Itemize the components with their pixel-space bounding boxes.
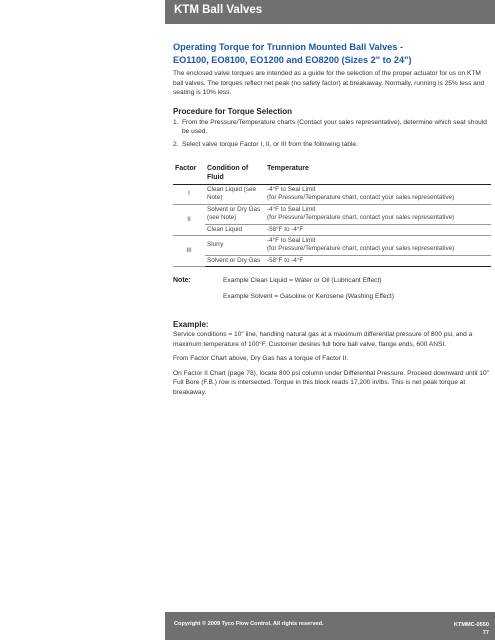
header-factor: Factor [173, 163, 205, 185]
factor-cell: II [173, 204, 205, 235]
temperature-range: -4°F to Seal Limit [267, 205, 316, 213]
temperature-cell: -58°F to -4°F [265, 224, 491, 235]
table-row [173, 236, 491, 256]
temperature-cell: -58°F to -4°F [265, 255, 491, 266]
condition-cell: Solvent or Dry Gas (see Note) [205, 204, 265, 224]
table-row [173, 204, 491, 224]
table-row [173, 224, 491, 235]
note-block [173, 276, 491, 308]
temperature-cell [265, 185, 491, 205]
header-title: KTM Ball Valves [174, 4, 263, 16]
table-header-row [173, 163, 491, 185]
main-content [173, 41, 491, 402]
condition-cell: Solvent or Dry Gas [205, 255, 265, 266]
factor-cell: III [173, 236, 205, 267]
page-header [165, 0, 495, 24]
procedure-step-text: Select valve torque Factor I, II, or III from the following table. [182, 140, 358, 148]
page-number: 77 [482, 630, 489, 636]
condition-cell: Slurry [205, 236, 265, 256]
procedure-step-text: From the Pressure/Temperature charts (Contact your sales representative), determine which seat should be used. [182, 118, 487, 135]
example-paragraph: On Factor II Chart (page 78), locate 800 psi column under Differential Pressure. Proceed downward until 10" Full Bore (F.B.) row is intersected. Torque in this block reads 17,200 in/lbs. This is net peak torque at breakaway. [173, 369, 489, 396]
temperature-range: -4°F to Seal Limit [267, 186, 316, 193]
temperature-cell [265, 204, 491, 224]
procedure-step-number: 2. [173, 140, 179, 148]
table-row [173, 185, 491, 205]
procedure-step [173, 118, 491, 137]
note-line: Example Solvent = Gasoline or Kerosene (Washing Effect) [223, 293, 394, 301]
note-label: Note: [173, 277, 191, 285]
document-code: KTMMC-0550 [453, 622, 489, 628]
temperature-cell [265, 236, 491, 256]
note-lines [223, 276, 394, 308]
temperature-note: (for Pressure/Temperature chart, contact your sales representative) [267, 194, 455, 202]
intro-paragraph: The enclosed valve torques are intended as a guide for the selection of the proper actuator for us on KTM ball valves. The torques reflect net peak (no safety factor) at breakaway. Normally, running is 25% less and seating is 10% less. [173, 70, 485, 96]
condition-cell: Clean Liquid [205, 224, 265, 235]
factor-cell: I [173, 185, 205, 205]
procedure-step [173, 140, 491, 150]
procedure-heading: Procedure for Torque Selection [173, 106, 292, 116]
temperature-note: (for Pressure/Temperature chart, contact your sales representative) [267, 214, 455, 222]
procedure-step-number: 1. [173, 118, 179, 126]
section-title-line2: EO1100, EO8100, EO1200 and EO8200 (Sizes 2" to 24") [173, 55, 412, 65]
temperature-note: (for Pressure/Temperature chart, contact your sales representative) [267, 245, 455, 253]
note-line: Example Clean Liquid = Water or Oil (Lubricant Effect) [223, 277, 382, 285]
header-temperature: Temperature [265, 163, 491, 185]
section-title-line1: Operating Torque for Trunnion Mounted Ball Valves - [173, 42, 404, 52]
example-heading: Example: [173, 320, 209, 330]
footer-code-block [454, 621, 489, 637]
footer-copyright: Copyright © 2009 Tyco Flow Control. All rights reserved. [174, 621, 324, 627]
example-paragraph: Service conditions = 10" line, handling natural gas at a maximum differential pressure of 800 psi, and a maximum temperature of 100°F. Customer desires full bore ball valve, flange ends, 600 ANSI. [173, 331, 473, 348]
temperature-range: -4°F to Seal Limit [267, 237, 316, 245]
table-row [173, 255, 491, 266]
factor-table [173, 163, 491, 267]
page-footer [165, 612, 495, 640]
header-condition: Condition of Fluid [205, 163, 265, 185]
condition-cell: Clean Liquid (see Note) [205, 185, 265, 205]
example-paragraph: From Factor Chart above, Dry Gas has a torque of Factor II. [173, 355, 349, 363]
